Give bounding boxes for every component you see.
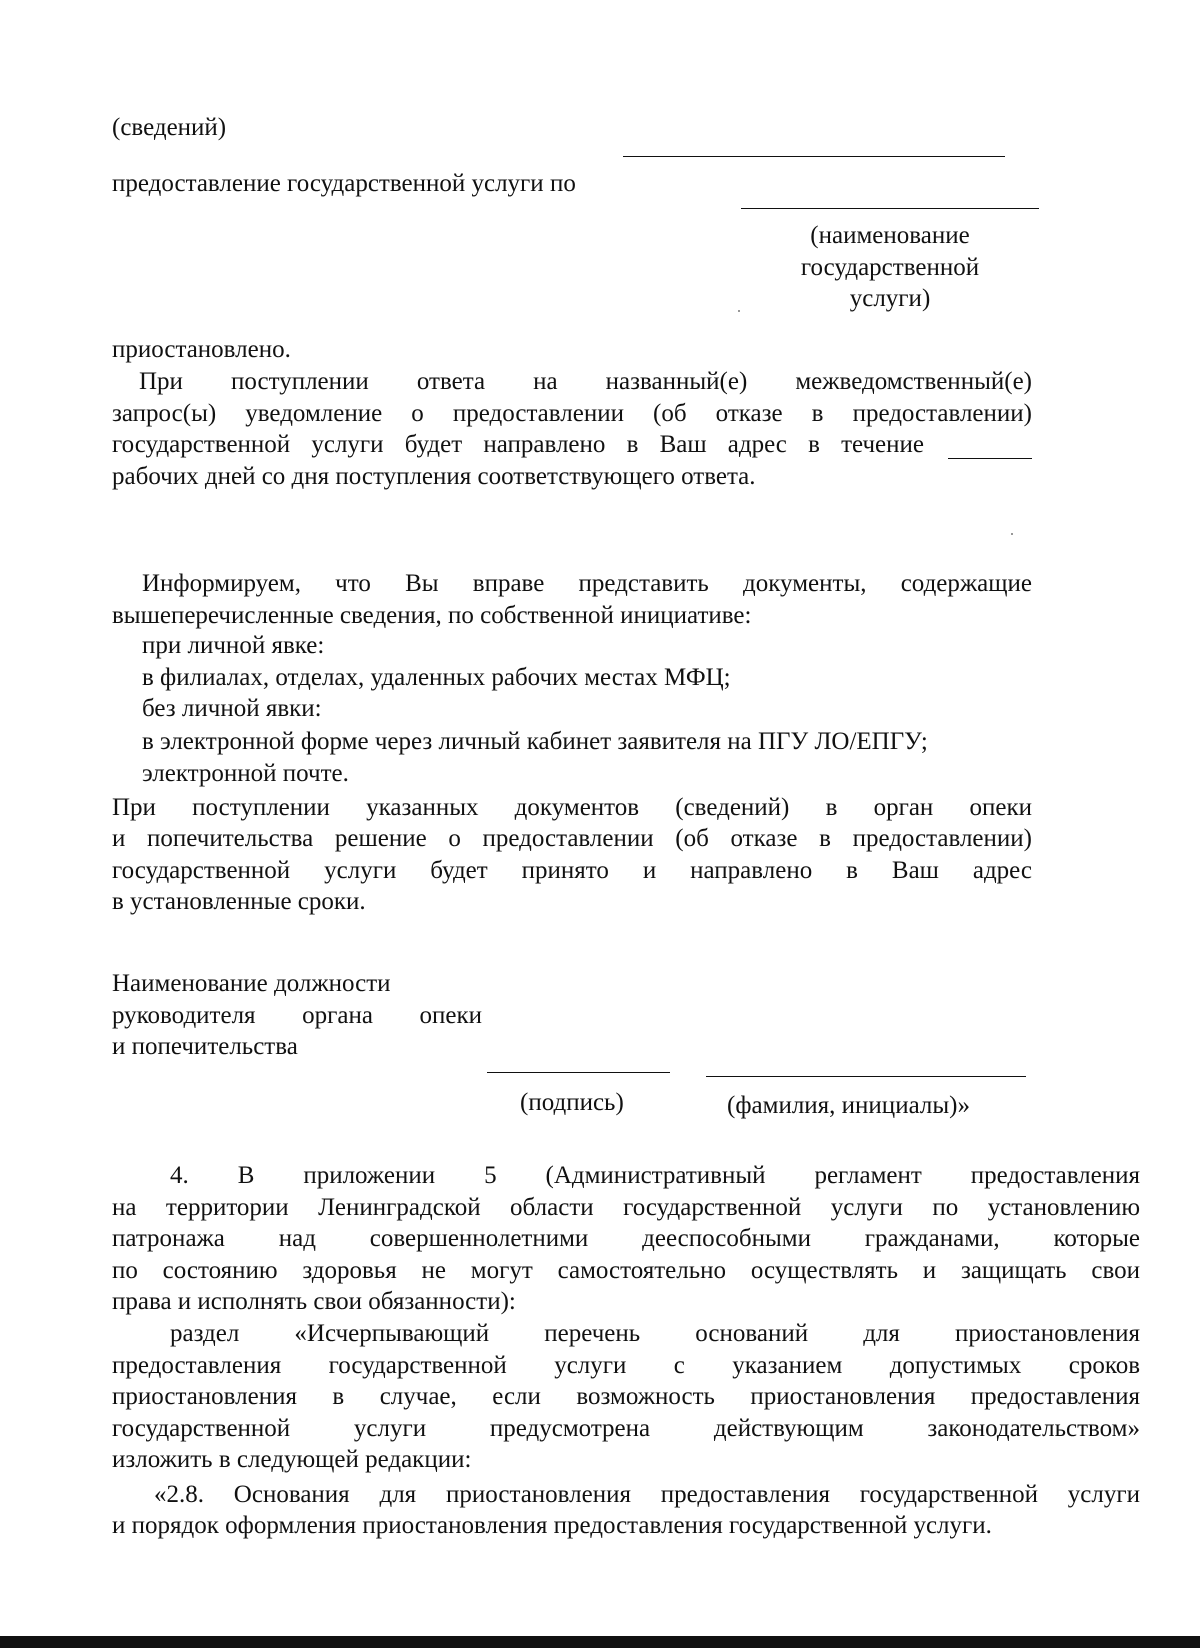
s4-clause-line-2: и порядок оформления приостановления предоставления государственной услуги.: [112, 1512, 992, 1539]
header-provision-line: предоставление государственной услуги по: [112, 170, 576, 197]
p2-line-3: при личной явке:: [142, 632, 325, 659]
position-line-1: Наименование должности: [112, 970, 391, 997]
blank-line-service-name: [741, 208, 1039, 209]
signature-caption: (подпись): [520, 1089, 624, 1116]
blank-line-days: [948, 458, 1032, 459]
name-line: [706, 1076, 1026, 1077]
position-line-3: и попечительства: [112, 1033, 298, 1060]
p1-line-2: запрос(ы) уведомление о предоставлении (об отказе в предоставлении): [112, 400, 1032, 427]
scan-bottom-edge: [0, 1636, 1200, 1648]
p1-line-4: рабочих дней со дня поступления соответствующего ответа.: [112, 463, 756, 490]
s4-line-1: 4. В приложении 5 (Административный регламент предоставления: [170, 1162, 1140, 1189]
s4-line-4: по состоянию здоровья не могут самостоятельно осуществлять и защищать свои: [112, 1257, 1140, 1284]
s4-sub-line-4: государственной услуги предусмотрена действующим законодательством»: [112, 1415, 1140, 1442]
service-name-caption-3: услуги): [849, 285, 931, 312]
header-svedeniy: (сведений): [112, 114, 227, 141]
p1-line-3: государственной услуги будет направлено в Ваш адрес в течение: [112, 431, 924, 458]
p2-line-1: Информируем, что Вы вправе представить документы, содержащие: [142, 570, 1032, 597]
blank-line-top: [623, 156, 1005, 157]
s4-sub-line-2: предоставления государственной услуги с указанием допустимых сроков: [112, 1352, 1140, 1379]
s4-line-2: на территории Ленинградской области государственной услуги по установлению: [112, 1194, 1140, 1221]
s4-sub-line-5: изложить в следующей редакции:: [112, 1446, 472, 1473]
service-name-caption-2: государственной: [800, 254, 980, 281]
s4-sub-line-3: приостановления в случае, если возможность приостановления предоставления: [112, 1383, 1140, 1410]
s4-sub-line-1: раздел «Исчерпывающий перечень оснований для приостановления: [170, 1320, 1140, 1347]
p3-line-2: и попечительства решение о предоставлении (об отказе в предоставлении): [112, 825, 1032, 852]
p2-line-5: без личной явки:: [142, 695, 322, 722]
p2-line-6: в электронной форме через личный кабинет заявителя на ПГУ ЛО/ЕПГУ;: [142, 728, 928, 755]
scan-speck: [1011, 533, 1013, 535]
p3-line-4: в установленные сроки.: [112, 888, 366, 915]
p3-line-3: государственной услуги будет принято и направлено в Ваш адрес: [112, 857, 1032, 884]
scan-speck: [738, 310, 740, 312]
signature-line: [487, 1072, 670, 1073]
position-line-2: руководителя органа опеки: [112, 1002, 482, 1029]
p1-line-1: При поступлении ответа на названный(е) межведомственный(е): [139, 368, 1032, 395]
p2-line-2: вышеперечисленные сведения, по собственной инициативе:: [112, 602, 752, 629]
s4-line-3: патронажа над совершеннолетними дееспособными гражданами, которые: [112, 1225, 1140, 1252]
p2-line-4: в филиалах, отделах, удаленных рабочих местах МФЦ;: [142, 664, 731, 691]
suspended-text: приостановлено.: [112, 336, 291, 363]
p3-line-1: При поступлении указанных документов (сведений) в орган опеки: [112, 794, 1032, 821]
name-caption: (фамилия, инициалы)»: [727, 1092, 970, 1119]
s4-clause-line-1: «2.8. Основания для приостановления предоставления государственной услуги: [154, 1481, 1140, 1508]
p2-line-7: электронной почте.: [142, 760, 349, 787]
service-name-caption-1: (наименование: [810, 222, 970, 249]
s4-line-5: права и исполнять свои обязанности):: [112, 1288, 516, 1315]
